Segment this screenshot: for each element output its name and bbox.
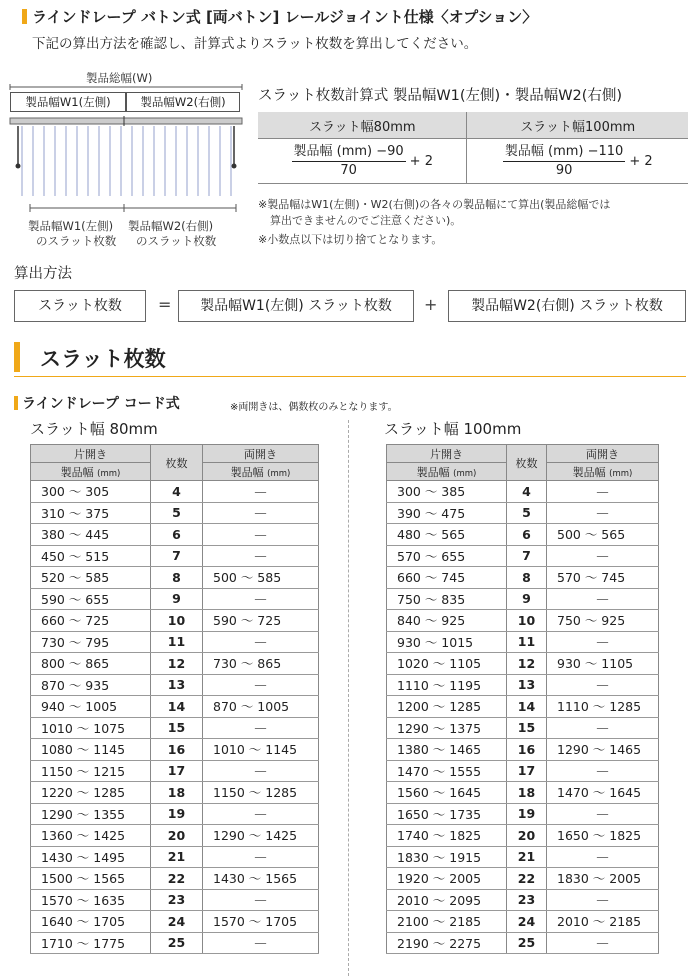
single-open-width: 1500 ～ 1565 (31, 868, 151, 890)
single-open-width: 750 ～ 835 (387, 588, 507, 610)
header-unit: (mm) (609, 468, 633, 479)
single-open-width: 800 ～ 865 (31, 653, 151, 675)
single-open-width: 1360 ～ 1425 (31, 825, 151, 847)
table-row (387, 782, 659, 804)
double-open-width: — (203, 760, 319, 782)
slat-count: 8 (507, 567, 547, 589)
table-row (31, 717, 319, 739)
table-row (387, 653, 659, 675)
note-3: ※小数点以下は切り捨てとなります。 (258, 233, 443, 246)
single-open-width: 1560 ～ 1645 (387, 782, 507, 804)
double-open-width: — (203, 502, 319, 524)
slat-count: 16 (507, 739, 547, 761)
slat-count: 5 (507, 502, 547, 524)
slat-count: 25 (151, 932, 203, 954)
single-open-width: 1020 ～ 1105 (387, 653, 507, 675)
slat-count: 18 (507, 782, 547, 804)
header-unit: (mm) (267, 468, 291, 479)
single-open-width: 1200 ～ 1285 (387, 696, 507, 718)
double-open-width: 1110 ～ 1285 (547, 696, 659, 718)
calc-result-box: スラット枚数 (14, 290, 146, 322)
slat-count: 25 (507, 932, 547, 954)
slat-count: 24 (507, 911, 547, 933)
table-row (387, 889, 659, 911)
single-open-width: 450 ～ 515 (31, 545, 151, 567)
header-count: 枚数 (507, 445, 547, 481)
page-title (22, 6, 537, 27)
slat-count: 7 (151, 545, 203, 567)
header-width-text: 製品幅 (60, 465, 94, 479)
table-row (31, 846, 319, 868)
formula-80 (258, 139, 467, 184)
slat-count: 22 (507, 868, 547, 890)
header-width-text: 製品幅 (572, 465, 606, 479)
table-row (31, 932, 319, 954)
table-row (31, 868, 319, 890)
header-width-double (203, 463, 319, 481)
double-open-width: — (547, 760, 659, 782)
table-row (387, 868, 659, 890)
double-open-width: 1430 ～ 1565 (203, 868, 319, 890)
table-row (387, 825, 659, 847)
single-open-width: 310 ～ 375 (31, 502, 151, 524)
table-row (31, 760, 319, 782)
header-width-text: 製品幅 (416, 465, 450, 479)
double-open-width: — (203, 481, 319, 503)
slat-count: 21 (507, 846, 547, 868)
double-open-width: 1470 ～ 1645 (547, 782, 659, 804)
calc-title: 算出方法 (14, 266, 72, 282)
calc-term-w1: 製品幅W1(左側) スラット枚数 (178, 290, 414, 322)
table-row (31, 545, 319, 567)
table-row (387, 545, 659, 567)
plus-two-100: + 2 (629, 153, 653, 169)
single-open-width: 1010 ～ 1075 (31, 717, 151, 739)
table-row (387, 846, 659, 868)
slat-count: 6 (507, 524, 547, 546)
slat-count: 4 (507, 481, 547, 503)
table-row (31, 739, 319, 761)
double-open-width: — (547, 846, 659, 868)
slat-count: 23 (507, 889, 547, 911)
double-open-width: — (203, 631, 319, 653)
section-divider (14, 376, 686, 377)
slat-count: 12 (151, 653, 203, 675)
double-open-width: 730 ～ 865 (203, 653, 319, 675)
slat-count: 20 (151, 825, 203, 847)
slat-count: 13 (507, 674, 547, 696)
table-row (387, 760, 659, 782)
table-row (387, 803, 659, 825)
w2-box: 製品幅W2(右側) (126, 92, 240, 112)
w2-slat-label-1: 製品幅W2(右側) (128, 219, 214, 233)
double-open-width: 500 ～ 565 (547, 524, 659, 546)
table-row (387, 739, 659, 761)
single-open-width: 1290 ～ 1375 (387, 717, 507, 739)
header-width-double (547, 463, 659, 481)
table-row (387, 932, 659, 954)
double-open-width: 1650 ～ 1825 (547, 825, 659, 847)
single-open-width: 480 ～ 565 (387, 524, 507, 546)
page-title-text: ラインドレープ バトン式 [両バトン] レールジョイント仕様〈オプション〉 (32, 8, 538, 26)
double-open-width: — (547, 674, 659, 696)
double-open-width: — (203, 588, 319, 610)
sub-title (14, 393, 180, 413)
double-open-width: — (547, 481, 659, 503)
header-width-text: 製品幅 (230, 465, 264, 479)
table-row (387, 588, 659, 610)
double-open-width: — (547, 631, 659, 653)
table-row (31, 825, 319, 847)
slat-count: 6 (151, 524, 203, 546)
single-open-width: 1470 ～ 1555 (387, 760, 507, 782)
denominator-100: 90 (555, 162, 573, 178)
single-open-width: 1650 ～ 1735 (387, 803, 507, 825)
double-open-width: — (203, 932, 319, 954)
numerator-100: 製品幅 (mm) −110 (503, 143, 625, 162)
calc-plus: + (424, 295, 438, 314)
formula-100 (467, 139, 688, 184)
slat-count: 16 (151, 739, 203, 761)
denominator-80: 70 (340, 162, 357, 178)
double-open-width: — (203, 889, 319, 911)
double-open-width: — (547, 502, 659, 524)
slat-table-100 (386, 444, 659, 954)
double-open-width: — (547, 717, 659, 739)
page-subtitle: 下記の算出方法を確認し、計算式よりスラット枚数を算出してください。 (32, 36, 478, 52)
column-separator (348, 420, 349, 976)
table-row (31, 481, 319, 503)
single-open-width: 1290 ～ 1355 (31, 803, 151, 825)
single-open-width: 1710 ～ 1775 (31, 932, 151, 954)
single-open-width: 300 ～ 305 (31, 481, 151, 503)
w2-slat-label-2: のスラット枚数 (136, 234, 217, 248)
slat-count: 10 (151, 610, 203, 632)
slat-count: 19 (151, 803, 203, 825)
single-open-width: 930 ～ 1015 (387, 631, 507, 653)
double-open-width: 590 ～ 725 (203, 610, 319, 632)
fraction-100 (503, 143, 625, 180)
slat-count: 13 (151, 674, 203, 696)
single-open-width: 1640 ～ 1705 (31, 911, 151, 933)
slat-count: 21 (151, 846, 203, 868)
slat-count: 11 (151, 631, 203, 653)
double-open-width: 930 ～ 1105 (547, 653, 659, 675)
single-open-width: 1830 ～ 1915 (387, 846, 507, 868)
single-open-width: 1570 ～ 1635 (31, 889, 151, 911)
single-open-width: 300 ～ 385 (387, 481, 507, 503)
single-open-width: 1380 ～ 1465 (387, 739, 507, 761)
table-row (31, 631, 319, 653)
slat-count: 24 (151, 911, 203, 933)
single-open-width: 1430 ～ 1495 (31, 846, 151, 868)
table-row (31, 911, 319, 933)
slat-count: 14 (507, 696, 547, 718)
double-open-width: — (547, 932, 659, 954)
single-open-width: 660 ～ 725 (31, 610, 151, 632)
single-open-width: 870 ～ 935 (31, 674, 151, 696)
slat-count: 11 (507, 631, 547, 653)
w1-slat-label-2: のスラット枚数 (36, 234, 117, 248)
slat-count: 10 (507, 610, 547, 632)
double-open-width: 870 ～ 1005 (203, 696, 319, 718)
formula-title: スラット枚数計算式 製品幅W1(左側)・製品幅W2(右側) (258, 88, 623, 104)
header-single-open: 片開き (31, 445, 151, 463)
single-open-width: 2100 ～ 2185 (387, 911, 507, 933)
numerator-80: 製品幅 (mm) −90 (292, 143, 406, 162)
single-open-width: 590 ～ 655 (31, 588, 151, 610)
single-open-width: 1740 ～ 1825 (387, 825, 507, 847)
slat-count: 9 (151, 588, 203, 610)
table-100-title: スラット幅 100mm (384, 420, 522, 438)
table-row (387, 674, 659, 696)
w1-box: 製品幅W1(左側) (10, 92, 126, 112)
title-accent-bar (22, 9, 27, 24)
double-open-width: — (547, 588, 659, 610)
table-row (387, 911, 659, 933)
single-open-width: 570 ～ 655 (387, 545, 507, 567)
slat-count: 23 (151, 889, 203, 911)
slat-count: 8 (151, 567, 203, 589)
formula-table (258, 112, 688, 184)
sub-note: ※両開きは、偶数枚のみとなります。 (230, 402, 398, 413)
note-2: 算出できませんのでご注意ください)。 (270, 214, 462, 227)
slat-count: 18 (151, 782, 203, 804)
double-open-width: — (547, 889, 659, 911)
calc-equals: = (158, 295, 172, 314)
header-unit: (mm) (97, 468, 121, 479)
table-row (31, 588, 319, 610)
table-row (31, 696, 319, 718)
double-open-width: 1290 ～ 1425 (203, 825, 319, 847)
single-open-width: 1080 ～ 1145 (31, 739, 151, 761)
double-open-width: — (547, 545, 659, 567)
slat-count: 5 (151, 502, 203, 524)
double-open-width: — (547, 803, 659, 825)
table-row (31, 889, 319, 911)
table-row (31, 653, 319, 675)
double-open-width: 570 ～ 745 (547, 567, 659, 589)
header-width-single (31, 463, 151, 481)
double-open-width: 750 ～ 925 (547, 610, 659, 632)
slat-count: 17 (151, 760, 203, 782)
table-row (31, 524, 319, 546)
section-title: スラット枚数 (40, 347, 166, 371)
sub-title-bar (14, 396, 18, 410)
double-open-width: 1150 ～ 1285 (203, 782, 319, 804)
single-open-width: 940 ～ 1005 (31, 696, 151, 718)
single-open-width: 1150 ～ 1215 (31, 760, 151, 782)
table-row (31, 610, 319, 632)
table-row (31, 674, 319, 696)
header-count: 枚数 (151, 445, 203, 481)
single-open-width: 380 ～ 445 (31, 524, 151, 546)
slat-count: 17 (507, 760, 547, 782)
slat-count: 14 (151, 696, 203, 718)
fraction-80 (292, 143, 406, 180)
table-row (387, 567, 659, 589)
formula-header-100: スラット幅100mm (467, 112, 688, 139)
note-1: ※製品幅はW1(左側)・W2(右側)の各々の製品幅にて算出(製品総幅では (258, 198, 611, 211)
table-80-title: スラット幅 80mm (30, 420, 158, 438)
single-open-width: 660 ～ 745 (387, 567, 507, 589)
double-open-width: — (203, 545, 319, 567)
total-width-label: 製品総幅(W) (86, 71, 153, 85)
double-open-width: 1570 ～ 1705 (203, 911, 319, 933)
double-open-width: — (203, 674, 319, 696)
double-open-width: 2010 ～ 2185 (547, 911, 659, 933)
w1-slat-label-1: 製品幅W1(左側) (28, 219, 114, 233)
table-row (387, 631, 659, 653)
slat-count: 15 (507, 717, 547, 739)
section-accent-bar (14, 342, 20, 372)
single-open-width: 730 ～ 795 (31, 631, 151, 653)
slat-count: 7 (507, 545, 547, 567)
slat-count: 22 (151, 868, 203, 890)
sub-title-text: ラインドレープ コード式 (22, 396, 180, 412)
table-row (31, 803, 319, 825)
header-double-open: 両開き (547, 445, 659, 463)
double-open-width: 1010 ～ 1145 (203, 739, 319, 761)
slat-count: 12 (507, 653, 547, 675)
table-row (31, 567, 319, 589)
single-open-width: 1110 ～ 1195 (387, 674, 507, 696)
header-single-open: 片開き (387, 445, 507, 463)
single-open-width: 840 ～ 925 (387, 610, 507, 632)
table-row (387, 481, 659, 503)
slat-count: 20 (507, 825, 547, 847)
double-open-width: 1290 ～ 1465 (547, 739, 659, 761)
double-open-width: — (203, 717, 319, 739)
table-row (387, 502, 659, 524)
table-row (387, 610, 659, 632)
header-width-single (387, 463, 507, 481)
table-row (31, 502, 319, 524)
double-open-width: — (203, 846, 319, 868)
slat-count: 9 (507, 588, 547, 610)
calc-term-w2: 製品幅W2(右側) スラット枚数 (448, 290, 686, 322)
slat-count: 19 (507, 803, 547, 825)
double-open-width: 500 ～ 585 (203, 567, 319, 589)
slat-count: 15 (151, 717, 203, 739)
single-open-width: 1920 ～ 2005 (387, 868, 507, 890)
table-row (387, 524, 659, 546)
single-open-width: 1220 ～ 1285 (31, 782, 151, 804)
table-row (387, 696, 659, 718)
plus-two-80: + 2 (409, 153, 433, 169)
formula-header-80: スラット幅80mm (258, 112, 467, 139)
double-open-width: — (203, 803, 319, 825)
table-row (31, 782, 319, 804)
single-open-width: 520 ～ 585 (31, 567, 151, 589)
header-double-open: 両開き (203, 445, 319, 463)
slat-table-80 (30, 444, 319, 954)
header-unit: (mm) (453, 468, 477, 479)
single-open-width: 390 ～ 475 (387, 502, 507, 524)
slat-count: 4 (151, 481, 203, 503)
table-row (387, 717, 659, 739)
double-open-width: 1830 ～ 2005 (547, 868, 659, 890)
double-open-width: — (203, 524, 319, 546)
single-open-width: 2010 ～ 2095 (387, 889, 507, 911)
single-open-width: 2190 ～ 2275 (387, 932, 507, 954)
